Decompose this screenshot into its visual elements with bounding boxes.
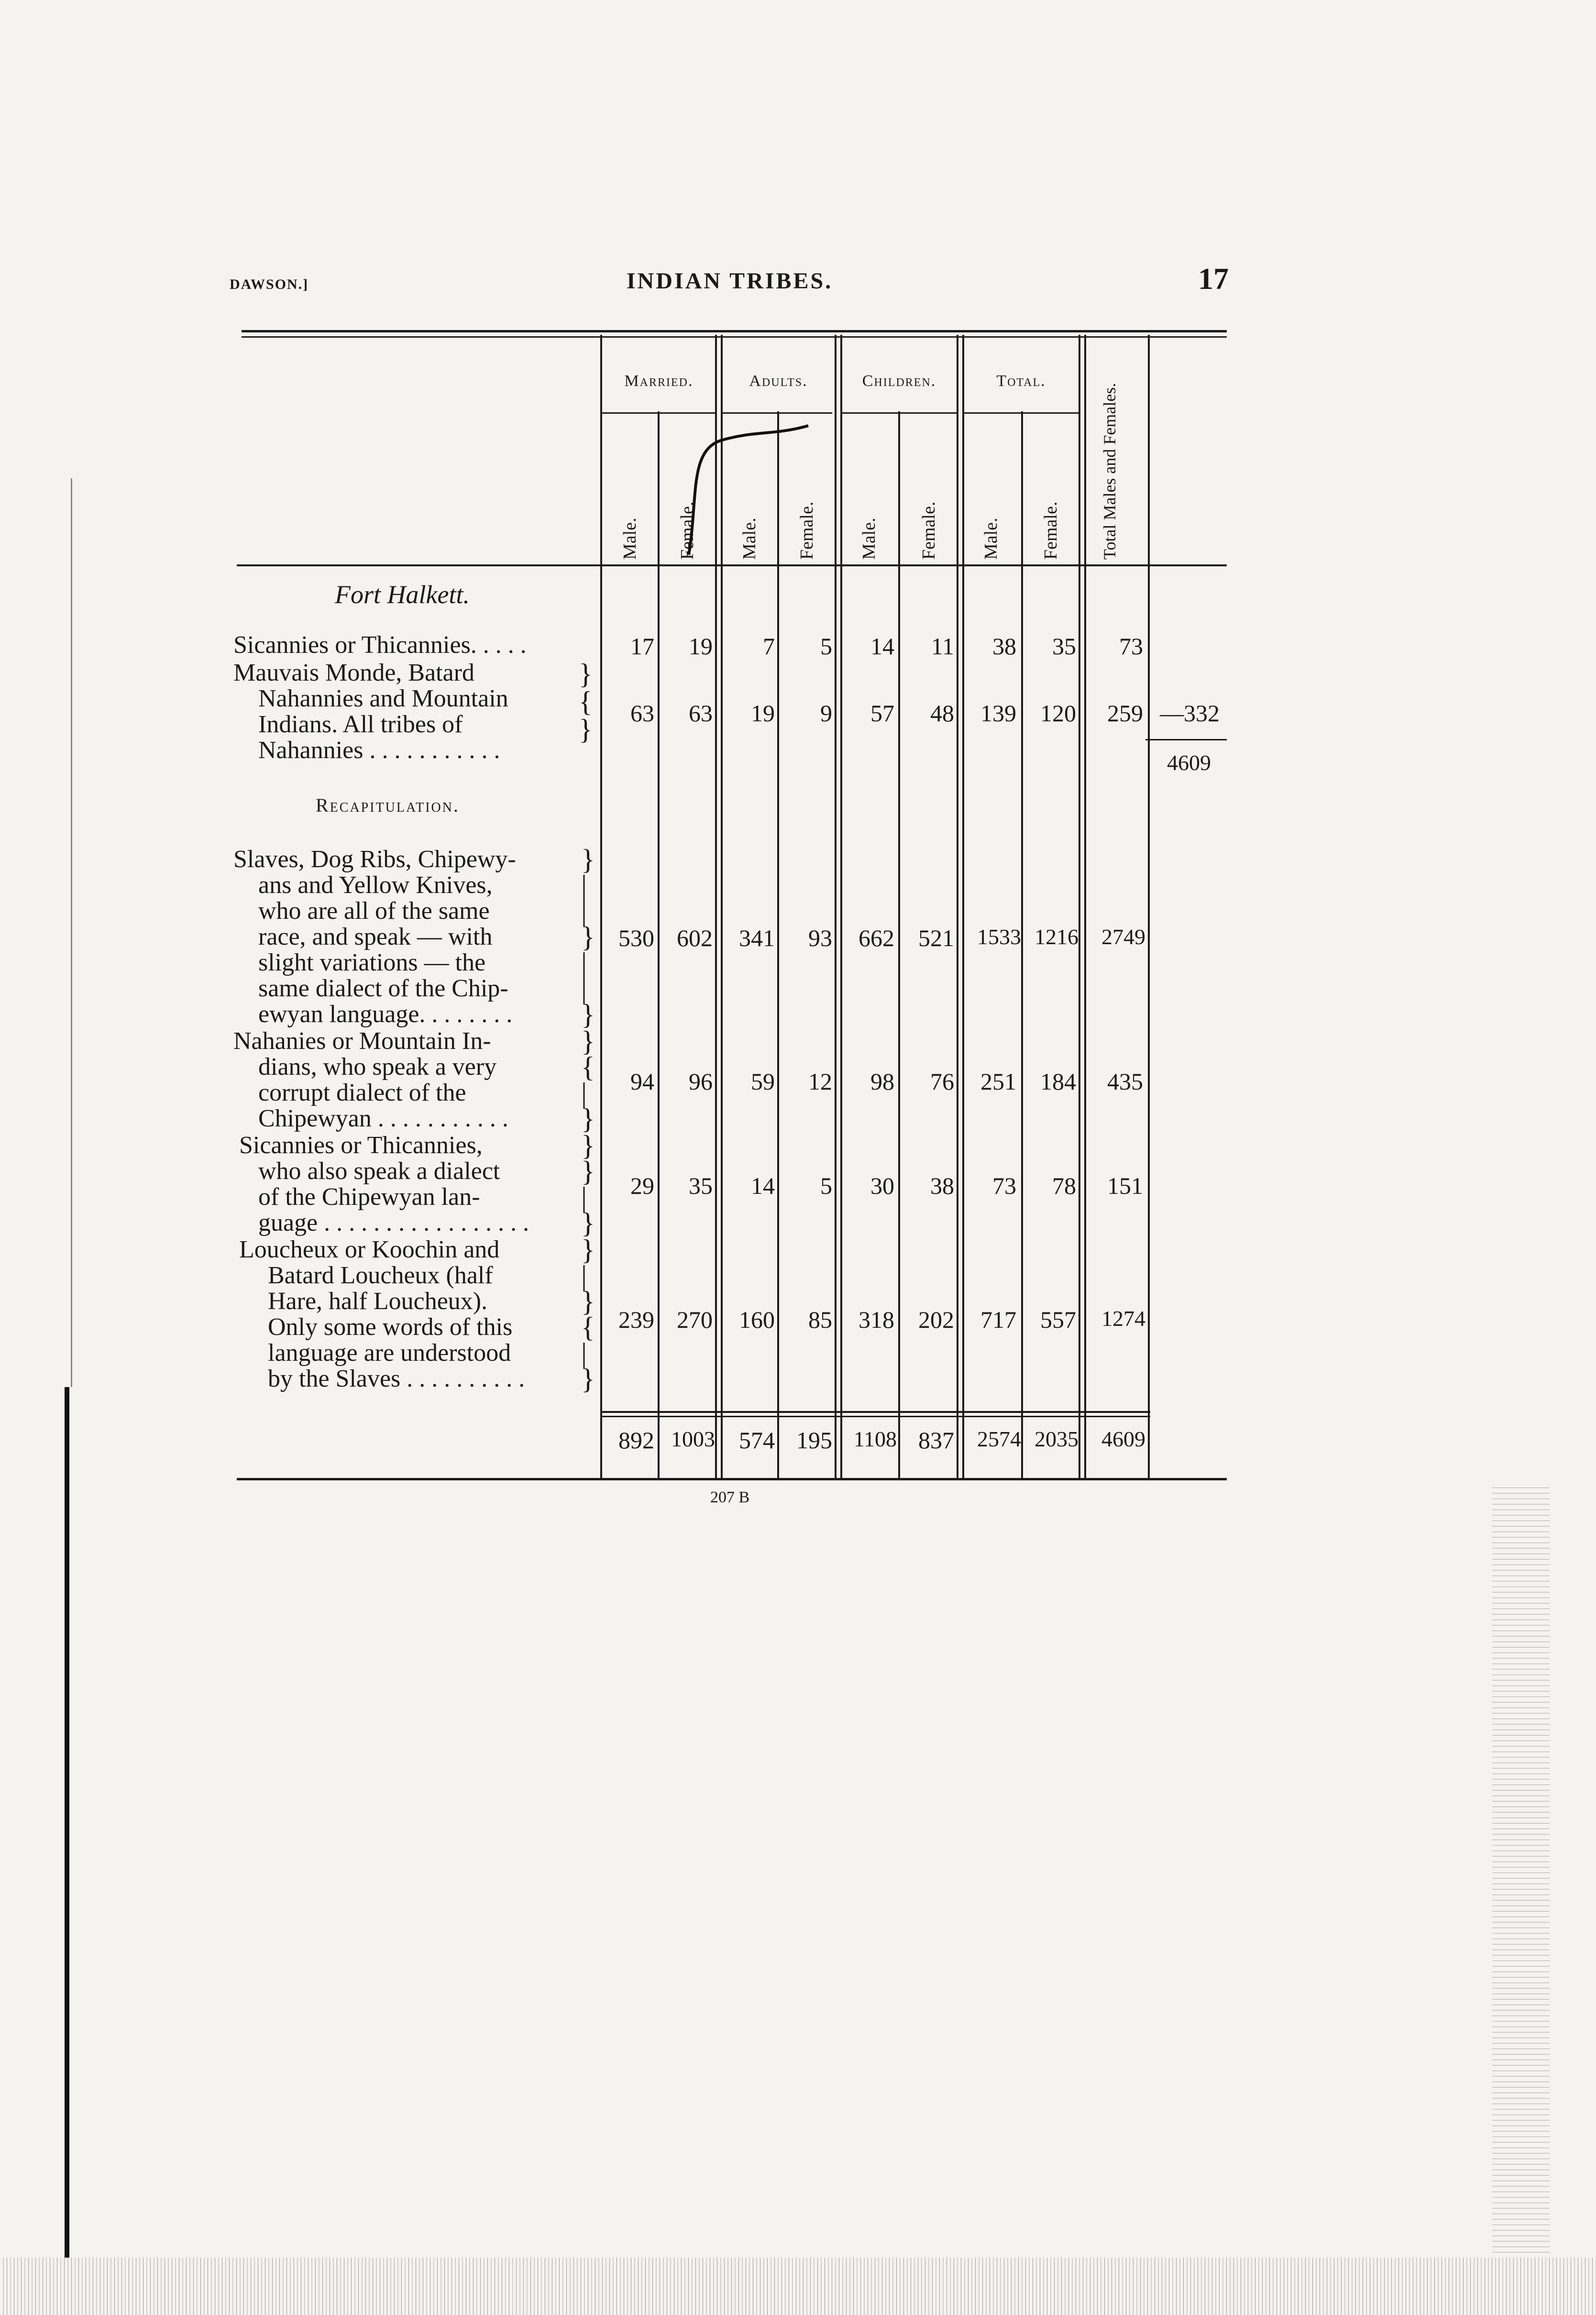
cell: 318: [859, 1306, 894, 1333]
running-head-title: INDIAN TRIBES.: [627, 268, 833, 294]
subheader-children-female: Female.: [919, 501, 939, 560]
cell: 93: [808, 925, 832, 951]
cell: 139: [980, 700, 1016, 727]
cell: 38: [992, 633, 1016, 660]
cell: 9: [820, 700, 832, 727]
group-header-married: Married.: [624, 372, 693, 390]
total-cell: 574: [739, 1427, 775, 1454]
cell: 717: [980, 1306, 1016, 1333]
cell: 341: [739, 925, 775, 951]
brace: } } | }: [581, 1130, 595, 1239]
row-label: Sicannies or Thicannies,: [239, 1132, 483, 1159]
section-title-fort-halkett: Fort Halkett.: [335, 580, 470, 609]
cell: 78: [1052, 1172, 1076, 1199]
subheader-total-female: Female.: [1041, 501, 1061, 560]
row-label: slight variations — the: [258, 949, 486, 976]
cell: 85: [808, 1306, 832, 1333]
cell: 73: [1119, 633, 1143, 660]
section-title-recapitulation: Recapitulation.: [316, 794, 460, 816]
row-label: language are understood: [268, 1339, 511, 1367]
cell: 259: [1107, 700, 1143, 727]
row-label: Chipewyan . . . . . . . . . . .: [258, 1105, 508, 1132]
row-label: Loucheux or Koochin and: [239, 1236, 500, 1263]
cell: 435: [1107, 1068, 1143, 1095]
row-label: by the Slaves . . . . . . . . . .: [268, 1365, 525, 1392]
cell: 76: [930, 1068, 954, 1095]
subheader-children-male: Male.: [859, 518, 879, 560]
row-label: Nahannies . . . . . . . . . . .: [258, 737, 500, 764]
cell: 239: [618, 1306, 654, 1333]
cell: 521: [918, 925, 954, 951]
cell: 19: [689, 633, 713, 660]
subheader-total-male: Male.: [981, 518, 1001, 560]
side-subtraction: —332: [1160, 700, 1220, 727]
cell: 1533: [977, 925, 1021, 949]
cell: 5: [820, 1172, 832, 1199]
total-cell: 2574: [977, 1427, 1021, 1451]
brace: } { | }: [581, 1025, 595, 1135]
cell: 17: [630, 633, 654, 660]
subheader-married-male: Male.: [620, 518, 640, 560]
cell: 1274: [1101, 1306, 1145, 1331]
cell: 73: [992, 1172, 1016, 1199]
row-label: Nahanies or Mountain In-: [233, 1027, 491, 1055]
cell: 120: [1040, 700, 1076, 727]
table-top-rule: [242, 330, 1227, 332]
row-label: who also speak a dialect: [258, 1158, 500, 1185]
cell: 63: [689, 700, 713, 727]
cell: 1216: [1035, 925, 1079, 949]
table-bottom-rule: [237, 1478, 1227, 1480]
cell: 48: [930, 700, 954, 727]
cell: 59: [751, 1068, 775, 1095]
page-number: 17: [1198, 262, 1229, 296]
total-cell: 195: [796, 1427, 832, 1454]
subheader-married-female: Female.: [677, 501, 697, 560]
cell: 35: [689, 1172, 713, 1199]
brace: } | } { | }: [581, 1234, 595, 1395]
row-label: who are all of the same: [258, 897, 490, 925]
row-label: same dialect of the Chip-: [258, 975, 508, 1002]
cell: 63: [630, 700, 654, 727]
row-label: Mauvais Monde, Batard: [233, 659, 475, 686]
row-label: guage . . . . . . . . . . . . . . . . .: [258, 1209, 529, 1236]
subheader-adults-female: Female.: [797, 501, 817, 560]
cell: 2749: [1101, 925, 1145, 949]
cell: 530: [618, 925, 654, 951]
cell: 98: [870, 1068, 894, 1095]
row-label: Sicannies or Thicannies. . . . .: [233, 631, 527, 659]
row-label: Nahannies and Mountain: [258, 685, 508, 712]
row-label: ans and Yellow Knives,: [258, 871, 493, 899]
total-cell: 1108: [853, 1427, 897, 1451]
brace: } | | } | | }: [581, 844, 595, 1030]
binding-edge: [65, 1387, 69, 2315]
total-cell: 892: [618, 1427, 654, 1454]
cell: 94: [630, 1068, 654, 1095]
binding-edge-faint: [71, 478, 72, 1387]
side-sum-rule: [1145, 739, 1227, 740]
cell: 29: [630, 1172, 654, 1199]
running-head-author: DAWSON.]: [230, 276, 309, 292]
cell: 270: [677, 1306, 713, 1333]
cell: 184: [1040, 1068, 1076, 1095]
cell: 160: [739, 1306, 775, 1333]
cell: 19: [751, 700, 775, 727]
subheader-adults-male: Male.: [739, 518, 759, 560]
group-header-children: Children.: [862, 372, 936, 390]
col-line-10: [1148, 335, 1150, 1478]
row-label: Indians. All tribes of: [258, 711, 463, 738]
cell: 202: [918, 1306, 954, 1333]
total-cell: 1003: [671, 1427, 715, 1451]
cell: 251: [980, 1068, 1016, 1095]
row-label: race, and speak — with: [258, 923, 493, 950]
total-cell: 2035: [1035, 1427, 1079, 1451]
pen-stroke-mark: [670, 411, 823, 564]
row-label: Batard Loucheux (half: [268, 1262, 493, 1289]
totals-top-rule: [600, 1411, 1150, 1413]
signature-mark: 207 B: [710, 1488, 750, 1506]
group-header-total: Total.: [996, 372, 1046, 390]
group-header-adults: Adults.: [749, 372, 808, 390]
cell: 14: [870, 633, 894, 660]
brace: } { }: [579, 658, 593, 745]
row-label: dians, who speak a very: [258, 1053, 497, 1080]
cell: 5: [820, 633, 832, 660]
cell: 7: [763, 633, 775, 660]
cell: 35: [1052, 633, 1076, 660]
cell: 557: [1040, 1306, 1076, 1333]
row-label: of the Chipewyan lan-: [258, 1183, 480, 1211]
totals-top-rule-2: [600, 1416, 1150, 1417]
right-edge-noise: [1492, 1483, 1550, 2258]
row-label: Only some words of this: [268, 1313, 513, 1341]
cell: 12: [808, 1068, 832, 1095]
total-cell: 837: [918, 1427, 954, 1454]
cell: 151: [1107, 1172, 1143, 1199]
row-label: ewyan language. . . . . . . .: [258, 1001, 513, 1028]
row-label: Slaves, Dog Ribs, Chipewy-: [233, 846, 516, 873]
cell: 96: [689, 1068, 713, 1095]
cell: 602: [677, 925, 713, 951]
cell: 30: [870, 1172, 894, 1199]
cell: 11: [931, 633, 954, 660]
row-label: Hare, half Loucheux).: [268, 1288, 488, 1315]
cell: 14: [751, 1172, 775, 1199]
cell: 662: [859, 925, 894, 951]
total-cell: 4609: [1101, 1427, 1145, 1451]
bottom-noise: [0, 2258, 1596, 2315]
cell: 38: [930, 1172, 954, 1199]
side-result: 4609: [1167, 750, 1211, 775]
row-label: corrupt dialect of the: [258, 1079, 466, 1106]
cell: 57: [870, 700, 894, 727]
subheader-grand-total: Total Males and Females.: [1100, 383, 1119, 560]
